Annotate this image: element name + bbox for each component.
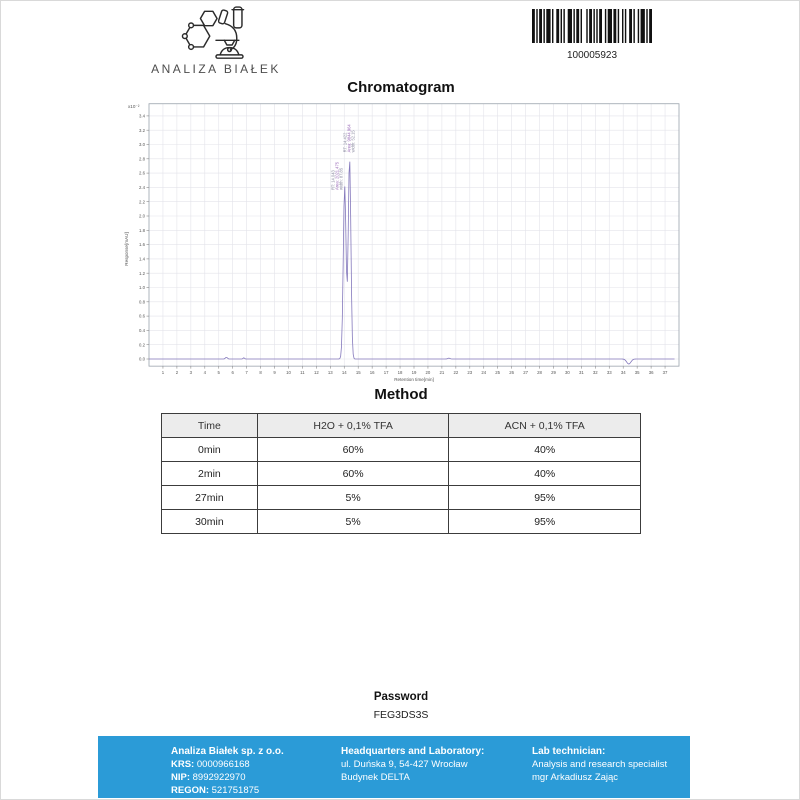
method-col-header: H2O + 0,1% TFA — [257, 414, 449, 438]
method-row — [162, 510, 641, 534]
footer-company-name: Analiza Białek sp. z o.o. — [171, 746, 284, 757]
svg-text:23: 23 — [467, 370, 473, 376]
svg-text:2: 2 — [175, 370, 179, 376]
footer-tech-role: Analysis and research specialist — [532, 759, 668, 770]
svg-text:21: 21 — [439, 370, 445, 376]
method-cell: 30min — [162, 510, 258, 534]
method-row — [162, 486, 641, 510]
svg-text:14: 14 — [341, 370, 347, 376]
method-row — [162, 462, 641, 486]
svg-text:26: 26 — [509, 370, 515, 376]
svg-text:34: 34 — [620, 370, 626, 376]
method-title: Method — [374, 386, 428, 403]
svg-text:2.6: 2.6 — [139, 170, 145, 176]
method-cell: 5% — [257, 486, 449, 510]
footer-tech-name: mgr Arkadiusz Zając — [532, 772, 619, 783]
svg-text:2.2: 2.2 — [139, 199, 145, 205]
footer-hq-building: Budynek DELTA — [341, 772, 410, 783]
svg-text:37: 37 — [662, 370, 668, 376]
svg-text:15: 15 — [355, 370, 361, 376]
svg-text:width: 52.15: width: 52.15 — [350, 130, 356, 153]
svg-text:25: 25 — [495, 370, 501, 376]
method-cell: 60% — [257, 438, 449, 462]
svg-text:1.6: 1.6 — [139, 242, 145, 248]
svg-text:1.2: 1.2 — [139, 270, 145, 276]
method-col-header: Time — [162, 414, 258, 438]
svg-text:0.4: 0.4 — [139, 328, 145, 333]
svg-text:11: 11 — [300, 370, 305, 376]
barcode-block — [532, 9, 652, 61]
svg-text:22: 22 — [453, 370, 459, 376]
svg-text:6: 6 — [231, 370, 234, 376]
svg-text:13: 13 — [327, 370, 333, 376]
footer — [98, 736, 690, 798]
svg-text:x10⁻²: x10⁻² — [128, 104, 140, 110]
method-table — [161, 413, 641, 534]
svg-text:16: 16 — [369, 370, 375, 376]
svg-text:33: 33 — [606, 370, 612, 376]
footer-krs: KRS: 0000966168 — [171, 759, 250, 770]
chromatogram-chart — [121, 99, 686, 389]
svg-text:36: 36 — [648, 370, 654, 376]
svg-text:3: 3 — [189, 370, 193, 376]
logo-microscope-icon — [173, 5, 259, 59]
svg-text:31: 31 — [578, 370, 584, 376]
svg-text:30: 30 — [565, 370, 570, 376]
method-cell: 40% — [449, 462, 641, 486]
svg-text:0.0: 0.0 — [139, 356, 145, 362]
svg-text:1.4: 1.4 — [139, 256, 145, 262]
svg-text:Retention time[min]: Retention time[min] — [394, 377, 434, 383]
svg-text:RT: 14.422: RT: 14.422 — [342, 132, 348, 153]
method-col-header: ACN + 0,1% TFA — [449, 414, 641, 438]
method-cell: 95% — [449, 486, 641, 510]
method-cell: 40% — [449, 438, 641, 462]
svg-text:1.8: 1.8 — [139, 227, 145, 233]
barcode — [532, 9, 652, 43]
method-cell: 5% — [257, 510, 449, 534]
svg-text:0.6: 0.6 — [139, 313, 145, 319]
method-cell: 2min — [162, 462, 258, 486]
svg-text:20: 20 — [425, 370, 431, 376]
barcode-number: 100005923 — [566, 50, 618, 61]
svg-text:19: 19 — [411, 370, 417, 376]
svg-text:24: 24 — [481, 370, 487, 376]
svg-text:4: 4 — [203, 370, 206, 376]
svg-text:Area: 9844.964: Area: 9844.964 — [346, 124, 352, 153]
svg-text:9: 9 — [273, 370, 276, 376]
svg-text:8: 8 — [259, 370, 262, 376]
svg-text:28: 28 — [537, 370, 542, 376]
svg-text:2.4: 2.4 — [139, 185, 145, 190]
footer-regon: REGON: 521751875 — [171, 785, 260, 796]
footer-technician — [532, 745, 690, 798]
footer-tech-title: Lab technician: — [532, 746, 606, 757]
method-cell: 95% — [449, 510, 641, 534]
svg-text:18: 18 — [397, 370, 403, 376]
footer-hq-address: ul. Duńska 9, 54-427 Wrocław — [341, 759, 468, 770]
footer-headquarters — [341, 745, 532, 798]
method-cell: 27min — [162, 486, 258, 510]
password-value: FEG3DS3S — [373, 709, 429, 721]
svg-text:1: 1 — [161, 370, 165, 376]
svg-text:3.2: 3.2 — [139, 127, 145, 133]
svg-text:3.0: 3.0 — [139, 142, 145, 148]
method-cell: 0min — [162, 438, 258, 462]
method-cell: 60% — [257, 462, 449, 486]
svg-text:32: 32 — [592, 370, 598, 376]
svg-text:7: 7 — [245, 370, 248, 376]
svg-text:29: 29 — [551, 370, 556, 376]
svg-text:2.0: 2.0 — [139, 213, 145, 219]
svg-text:17: 17 — [383, 370, 389, 376]
svg-text:0.8: 0.8 — [139, 299, 145, 305]
footer-hq-title: Headquarters and Laboratory: — [341, 746, 485, 757]
svg-text:Response[mAU]: Response[mAU] — [124, 232, 129, 266]
svg-text:width: 87.85: width: 87.85 — [338, 167, 344, 190]
svg-text:27: 27 — [523, 370, 528, 376]
logo — [151, 5, 281, 76]
svg-text:10: 10 — [286, 370, 291, 376]
chromatogram-title: Chromatogram — [347, 79, 455, 96]
password-label: Password — [373, 691, 429, 703]
svg-text:3.4: 3.4 — [139, 113, 145, 119]
password-block — [1, 691, 800, 721]
svg-text:Area: 2021.475: Area: 2021.475 — [334, 161, 340, 190]
logo-text: ANALIZA BIAŁEK — [151, 62, 281, 76]
svg-text:12: 12 — [313, 370, 319, 376]
svg-text:RT: 14.043: RT: 14.043 — [330, 170, 336, 190]
svg-text:1.0: 1.0 — [139, 285, 145, 291]
svg-text:0.2: 0.2 — [139, 342, 145, 348]
footer-nip: NIP: 8992922970 — [171, 772, 246, 783]
svg-text:2.8: 2.8 — [139, 156, 145, 162]
footer-company — [171, 745, 341, 798]
svg-text:35: 35 — [634, 370, 640, 376]
svg-text:5: 5 — [217, 370, 220, 376]
method-row — [162, 438, 641, 462]
